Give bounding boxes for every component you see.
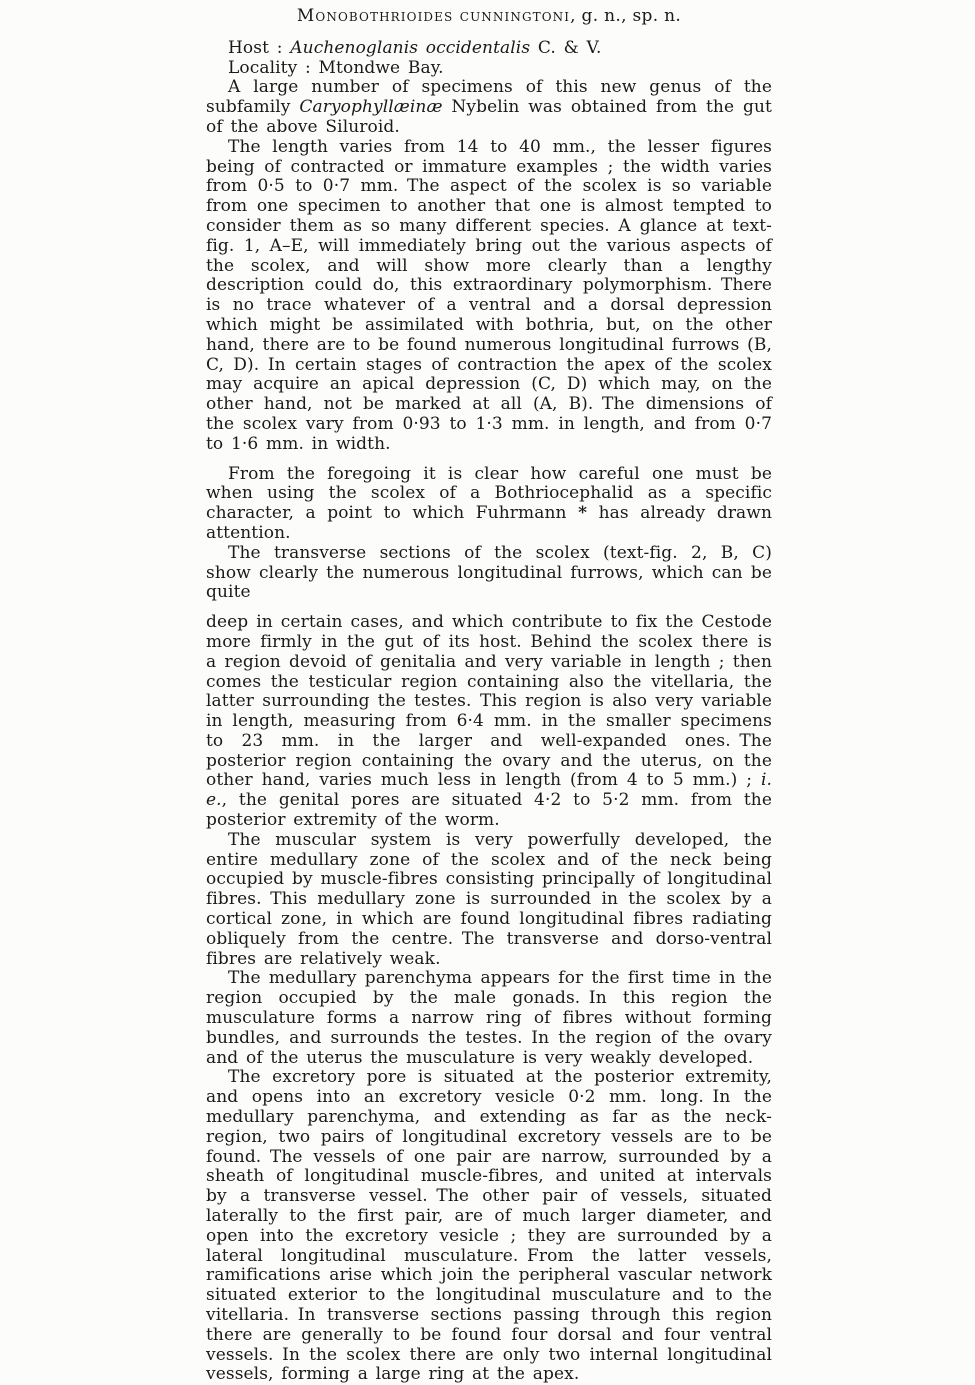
italic-text: Caryophyllæinæ	[299, 97, 443, 118]
paper-title	[206, 7, 772, 27]
paragraph-medullary-parenchyma	[206, 969, 772, 1068]
body-text: The medullary parenchyma appears for the first time in the region occupied by the male gonads. In this region the musculature forms a narrow ring of fibres without forming bundles, and surrounds the testes. In the region of the ovary and of the uterus the musculature is very weakly developed.	[206, 968, 772, 1068]
body-text: has already drawn attention.	[206, 503, 772, 543]
body-text: deep in certain cases, and which contribute to fix the Cestode more firmly in the gut of its host. Behind the scolex there is a region devoid of genitalia and very variable in length ; then comes the testicular region containing also the vitellaria, the latter surrounding the testes. This region is also very variable in length, measuring from 6·4 mm. in the smaller specimens to 23 mm. in the larger and well-expanded ones. The posterior region containing the ovary and the uterus, on the other hand, varies much less in length (from 4 to 5 mm.) ;	[206, 612, 772, 791]
body-text: The length varies from 14 to 40 mm., the lesser figures being of contracted or immature examples ; the width varies from 0·5 to 0·7 mm. The aspect of the scolex is so variable from one specimen to another that one is almost tempted to consider them as so many different species. A glance at text-fig. 1, A–E, will immediately bring out the various aspects of the scolex, and will show more clearly than a lengthy description could do, this extraordinary polymorphism. There is no trace whatever of a ventral and a dorsal depression which might be assimilated with bothria, but, on the other hand, there are to be found numerous longitudinal furrows (B, C, D). In certain stages of contraction the apex of the scolex may acquire an apical depression (C, D) which may, on the other hand, not be marked at all (A, B). The dimensions of the scolex vary from 0·93 to 1·3 mm. in length, and from 0·7 to 1·6 mm. in width.	[206, 136, 772, 454]
paragraph-scolex-variability	[206, 138, 772, 455]
footnote-asterisk: *	[578, 503, 588, 524]
body-text: The transverse sections of the scolex (text-fig. 2, B, C) show clearly the numerous longitudinal furrows, which can be quite	[206, 542, 772, 603]
paragraph-intro	[206, 78, 772, 137]
body-text: From the foregoing it is clear how careful one must be when using the scolex of a Bothriocephalid as a specific character, a point to which Fuhrmann	[206, 463, 772, 524]
body-text: The excretory pore is situated at the posterior extremity, and opens into an excretory vesicle 0·2 mm. long. In the medullary parenchyma, and extending as far as the neck-region, two pairs of longitudinal excretory vessels are to be found. The vessels of one pair are narrow, surrounded by a sheath of longitudinal muscle-fibres, and united at intervals by a transverse vessel. The other pair of vessels, situated laterally to the first pair, are of much larger diameter, and open into the excretory vesicle ; they are surrounded by a lateral longitudinal musculature. From the latter vessels, ramifications arise which join the peripheral vascular network situated exterior to the longitudinal musculature and to the vitellaria. In transverse sections passing through this region there are generally to be found four dorsal and four ventral vessels. In the scolex there are only two internal longitudinal vessels, forming a large ring at the apex.	[206, 1067, 772, 1385]
body-text: The muscular system is very powerfully developed, the entire medullary zone of the scolex and of the neck being occupied by muscle-fibres consisting principally of longitudinal fibres. This medullary zone is surrounded in the scolex by a cortical zone, in which are found longitudinal fibres radiating obliquely from the centre. The transverse and dorso-ventral fibres are relatively weak.	[206, 829, 772, 969]
body-text: A large number of specimens of this new genus of the subfamily	[206, 77, 772, 118]
body-text: , the genital pores are situated 4·2 to 5·2 mm. from the posterior extremity of the worm.	[206, 790, 772, 831]
paragraph-muscular-system	[206, 831, 772, 970]
paragraph-foregoing	[206, 465, 772, 544]
locality-line	[206, 59, 772, 79]
paragraph-transverse-sections-continued	[206, 613, 772, 831]
paragraph-transverse-sections	[206, 544, 772, 603]
italic-text: Auchenoglanis occidentalis	[290, 37, 531, 58]
host-line	[206, 39, 772, 59]
italic-text: i. e.	[206, 770, 772, 811]
title-designation: , g. n., sp. n.	[570, 6, 682, 26]
body-text: Locality : Mtondwe Bay.	[228, 57, 444, 78]
body-text: Nybelin was obtained from the gut of the above Siluroid.	[206, 97, 772, 137]
paragraph-excretory-system	[206, 1068, 772, 1385]
body-text: Host :	[228, 37, 291, 58]
text-column	[206, 7, 772, 1385]
body-text: C. & V.	[530, 37, 602, 58]
title-species-name: Monobothrioides cunningtoni	[296, 6, 571, 26]
paragraphs	[206, 39, 772, 1385]
